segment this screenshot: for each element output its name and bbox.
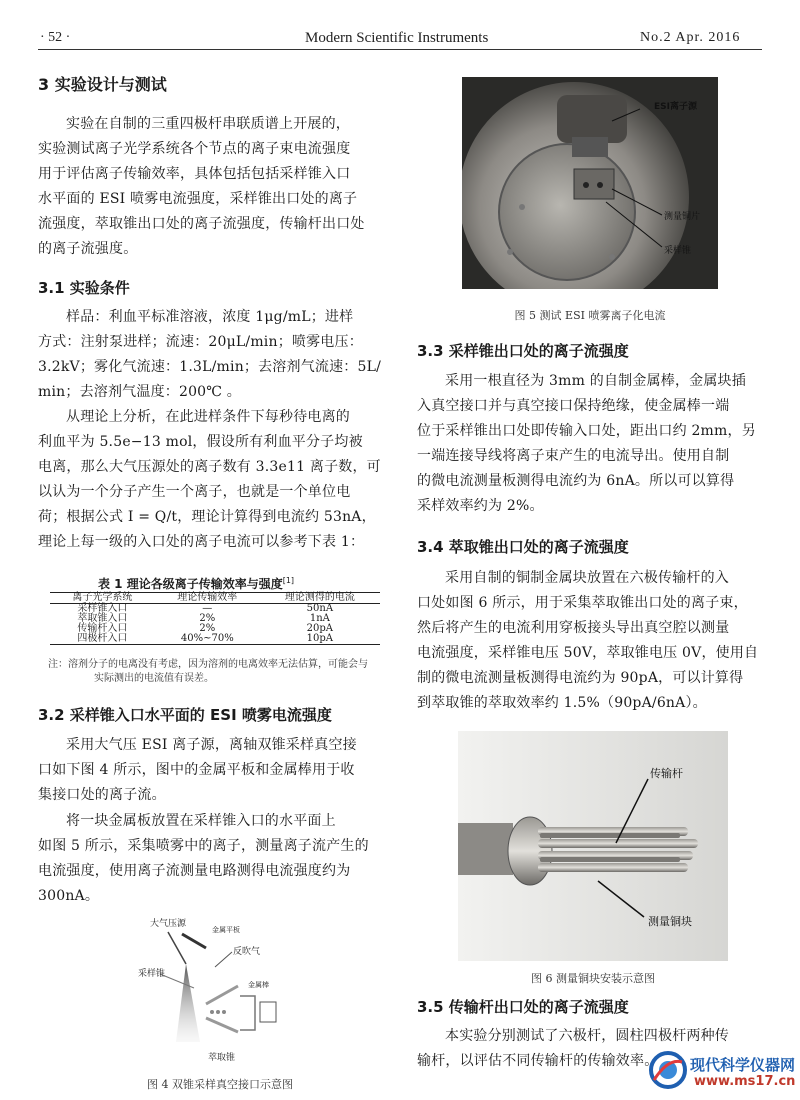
blowback-arrow	[215, 952, 232, 967]
text-line: 理论上每一级的入口处的离子电流可以参考下表 1：	[38, 534, 365, 550]
text-line: 集接口处的离子流。	[38, 787, 166, 803]
text-line: 采用大气压 ESI 离子源，离轴双锥采样真空接	[66, 737, 357, 753]
section-3-2-heading: 3.2 采样锥入口水平面的 ESI 喷雾电流强度	[38, 706, 332, 724]
figure-4-caption: 图 4 双锥采样真空接口示意图	[147, 1078, 293, 1091]
table-1-title	[98, 575, 294, 592]
watermark-name: 现代科学仪器网	[690, 1056, 796, 1074]
fig5-label-cone: 采样锥	[664, 246, 692, 256]
section-3-1-para2	[38, 405, 388, 555]
table-cell: 1nA	[309, 613, 330, 624]
table-cell: 20pA	[306, 623, 334, 634]
table-cell: 50nA	[306, 603, 334, 614]
fig4-label-rod: 金属棒	[248, 981, 269, 989]
table-header-cell: 离子光学系统	[72, 592, 133, 603]
figure-4-diagram	[120, 912, 300, 1062]
table-cell: 2%	[199, 613, 216, 624]
fig4-label-extraction-cone: 萃取锥	[208, 1053, 236, 1063]
table-cell: 40%~70%	[180, 633, 234, 644]
text-line: 入真空接口并与真空接口保持绝缘，使金属棒一端	[417, 398, 730, 414]
watermark-url: www.ms17.cn	[694, 1074, 796, 1089]
table-cell: 采样锥入口	[77, 603, 128, 614]
text-line: 电流强度，采样锥电压 50V，萃取锥电压 0V，使用自	[417, 645, 759, 661]
text-line: 样品：利血平标准溶液，浓度 1μg/mL；进样	[66, 309, 354, 325]
section-3-5-heading: 3.5 传输杆出口处的离子流强度	[417, 998, 629, 1016]
section-3-4-para	[417, 566, 767, 716]
table-1-note	[48, 658, 388, 686]
table-1	[50, 592, 380, 645]
text-line: 实验测试离子光学系统各个节点的离子束电流强度	[38, 141, 351, 157]
table-cell: 10pA	[306, 633, 334, 644]
page-number: · 52 ·	[40, 30, 71, 45]
section-3-4-heading: 3.4 萃取锥出口处的离子流强度	[417, 538, 629, 556]
fig4-label-plate: 金属平板	[212, 926, 240, 934]
table-header-cell: 理论传输效率	[177, 592, 238, 603]
figure-6-photo	[458, 731, 728, 961]
figure-5-photo	[462, 77, 718, 289]
plate-bar	[182, 934, 206, 948]
text-line: 口如下图 4 所示，图中的金属平板和金属棒用于收	[38, 762, 355, 778]
text-line: 用于评估离子传输效率，具体包括包括采样锥入口	[38, 166, 351, 182]
table-cell: —	[202, 603, 213, 614]
table-cell: 2%	[199, 623, 216, 634]
cone-wall	[206, 986, 238, 1004]
fig6-label-block: 测量铜块	[648, 915, 692, 928]
fig5-label-esi: ESI离子源	[654, 102, 697, 112]
journal-name: Modern Scientific Instruments	[305, 30, 489, 46]
text-line: 实验在自制的三重四极杆串联质谱上开展的，	[66, 116, 350, 132]
section-3-2-para2	[38, 809, 388, 909]
figure-6-caption: 图 6 测量铜块安装示意图	[531, 972, 655, 985]
text-line: 制的微电流测量板测得电流约为 90pA，可以计算得	[417, 670, 744, 686]
rod-block	[260, 1002, 276, 1022]
text-line: 将一块金属板放置在采样锥入口的水平面上	[66, 813, 336, 829]
section-3-1-heading: 3.1 实验条件	[38, 279, 130, 297]
text-line: 水平面的 ESI 喷雾电流强度，采样锥出口处的离子	[38, 191, 358, 207]
note-line: 实际测出的电流值有误差。	[94, 673, 214, 684]
text-line: 电流强度，使用离子流测量电路测得电流强度约为	[38, 863, 351, 879]
table-cell: 萃取锥入口	[77, 613, 128, 624]
text-line: 3.2kV；雾化气流速：1.3L/min；去溶剂气流速：5L/	[38, 359, 382, 375]
section-3-3-heading: 3.3 采样锥出口处的离子流强度	[417, 342, 629, 360]
section-3-heading: 3 实验设计与测试	[38, 75, 167, 94]
table-header-cell: 理论测得的电流	[284, 592, 355, 603]
text-line: 采用一根直径为 3mm 的自制金属棒，金属块插	[445, 373, 746, 389]
table-cell: 传输杆入口	[77, 623, 128, 634]
text-line: 的离子流强度。	[38, 241, 138, 257]
table-header-row	[50, 593, 380, 604]
text-line: min；去溶剂气温度：200℃ 。	[38, 384, 242, 400]
text-line: 荷；根据公式 I = Q/t，理论计算得到电流约 53nA，	[38, 509, 376, 525]
needle-line	[168, 932, 186, 964]
section-3-intro	[38, 112, 388, 262]
spray-plume	[176, 964, 200, 1042]
section-3-2-para1	[38, 733, 388, 808]
text-line: 以认为一个分子产生一个离子，也就是一个单位电	[38, 484, 351, 500]
figure-5-caption: 图 5 测试 ESI 喷雾离子化电流	[514, 309, 666, 322]
fig5-label-copper: 测量铜片	[664, 212, 701, 222]
watermark-logo-icon	[648, 1050, 688, 1090]
text-line: 输杆，以评估不同传输杆的传输效率。	[417, 1053, 659, 1069]
text-line: 然后将产生的电流利用穿板接头导出真空腔以测量	[417, 620, 730, 636]
text-line: 采样效率约为 2%。	[417, 498, 544, 514]
text-line: 本实验分别测试了六极杆，圆柱四极杆两种传	[445, 1028, 729, 1044]
text-line: 一端连接导线将离子束产生的电流导出。使用自制	[417, 448, 730, 464]
text-line: 采用自制的铜制金属块放置在六极传输杆的入	[445, 570, 729, 586]
text-line: 如图 5 所示，采集喷雾中的离子，测量离子流产生的	[38, 838, 369, 854]
note-line: 注：溶剂分子的电离没有考虑，因为溶剂的电离效率无法估算，可能会与	[48, 659, 368, 670]
text-line: 方式：注射泵进样；流速：20μL/min；喷雾电压：	[38, 334, 363, 350]
text-line: 电离，那么大气压源处的离子数有 3.3e11 离子数，可	[38, 459, 381, 475]
section-3-1-para1	[38, 305, 388, 405]
fig4-label-blowback: 反吹气	[233, 947, 261, 957]
text-line: 的微电流测量板测得电流约为 6nA。所以可以算得	[417, 473, 735, 489]
ion-dot	[216, 1010, 220, 1014]
text-line: 300nA。	[38, 888, 100, 904]
table-cell: 四极杆入口	[77, 633, 128, 644]
rod-collector	[240, 996, 255, 1030]
text-line: 从理论上分析，在此进样条件下每秒待电离的	[66, 409, 350, 425]
text-line: 口处如图 6 所示，用于采集萃取锥出口处的离子束，	[417, 595, 748, 611]
text-line: 到萃取锥的萃取效率约 1.5%（90pA/6nA）。	[417, 695, 707, 711]
fig4-label-source: 大气压源	[150, 919, 187, 929]
text-line: 流强度，萃取锥出口处的离子流强度，传输杆出口处	[38, 216, 365, 232]
fig4-label-sampling-cone: 采样锥	[138, 969, 166, 979]
header-rule	[38, 49, 762, 50]
fig6-label-rod: 传输杆	[650, 767, 683, 780]
issue-info: No.2 Apr. 2016	[640, 30, 741, 45]
cone-wall	[206, 1018, 238, 1032]
section-3-3-para	[417, 369, 767, 519]
ion-dot	[210, 1010, 214, 1014]
interface-schematic	[120, 912, 300, 1062]
table-title-text: 表 1 理论各级离子传输效率与强度	[98, 577, 283, 591]
table-ref: [1]	[282, 576, 295, 585]
text-line: 利血平为 5.5e−13 mol，假设所有利血平分子均被	[38, 434, 363, 450]
ion-dot	[222, 1010, 226, 1014]
table-row	[50, 634, 380, 645]
text-line: 位于采样锥出口处即传输入口处，距出口约 2mm，另	[417, 423, 756, 439]
